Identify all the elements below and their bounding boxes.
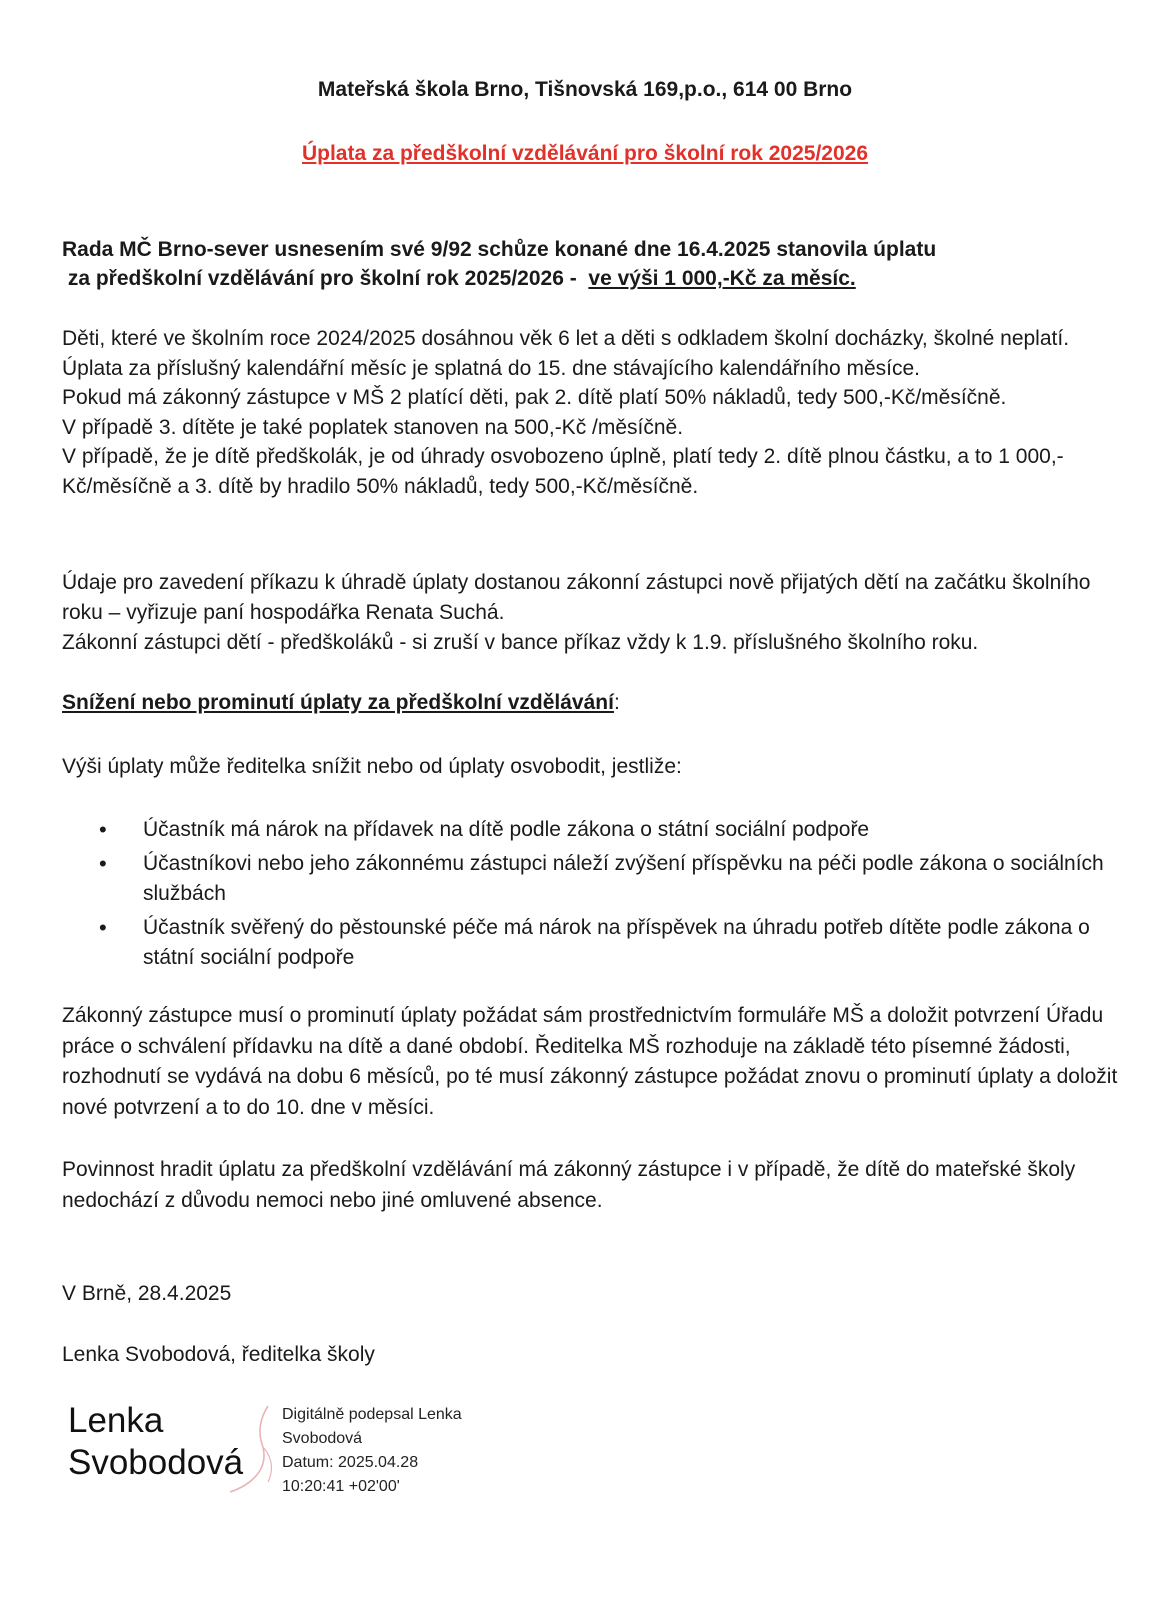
- lead-paragraph: [62, 235, 1122, 293]
- payment-order-info: Údaje pro zavedení příkazu k úhradě úplaty dostanou zákonní zástupci nově přijatých dětí na začátku školního roku – vyřizuje paní hospodářka Renata Suchá.: [62, 571, 1091, 624]
- list-item: • Účastník svěřený do pěstounské péče má nárok na příspěvek na úhradu potřeb dítěte podle zákona o státní sociální podpoře: [143, 913, 1122, 973]
- signature-info-line: Digitálně podepsal Lenka: [282, 1406, 462, 1423]
- fee-rules-paragraph: [62, 324, 1122, 501]
- list-item: • Účastník má nárok na přídavek na dítě podle zákona o státní sociální podpoře: [143, 815, 1122, 845]
- document-title: Úplata za předškolní vzdělávání pro školní rok 2025/2026: [301, 142, 869, 165]
- signature-name-first: Lenka: [68, 1401, 164, 1440]
- school-name: Mateřská škola Brno, Tišnovská 169,p.o., 614 00 Brno: [317, 78, 853, 101]
- signature-info-line: Svobodová: [282, 1430, 363, 1447]
- fee-amount: ve výši 1 000,-Kč za měsíc.: [588, 267, 856, 290]
- waiver-request-paragraph: Zákonný zástupce musí o prominutí úplaty požádat sám prostřednictvím formuláře MŠ a doložit potvrzení Úřadu práce o schválení přídavku na dítě a dané období. Ředitelka MŠ rozhoduje na základě této písemné žádosti, rozhodnutí se vydává na dobu 6 měsíců, po té musí zákonný zástupce požádat znovu o prominutí úplaty a doložit nové potvrzení a to do 10. dne v měsíci.: [62, 1004, 1118, 1119]
- section-heading-text: Snížení nebo prominutí úplaty za předškolní vzdělávání: [62, 691, 614, 714]
- document-date: V Brně, 28.4.2025: [62, 1282, 232, 1305]
- lead-prefix: za předškolní vzdělávání pro školní rok 2025/2026 -: [67, 267, 577, 290]
- signature-info-date: Datum: 2025.04.28: [282, 1454, 419, 1471]
- payment-obligation-paragraph: Povinnost hradit úplatu za předškolní vzdělávání má zákonný zástupce i v případě, že dítě do mateřské školy nedochází z důvodu nemoci nebo jiné omluvené absence.: [62, 1158, 1076, 1212]
- signature-name: [68, 1400, 243, 1484]
- lead-line-2: [62, 264, 1122, 293]
- rule-third-child: V případě 3. dítěte je také poplatek stanoven na 500,-Kč /měsíčně.: [62, 415, 684, 439]
- conditions-list: [62, 815, 1122, 977]
- rule-preschooler: V případě, že je dítě předškolák, je od úhrady osvobozeno úplně, platí tedy 2. dítě plnou částku, a to 1 000,-Kč/měsíčně a 3. dítě by hradilo 50% nákladů, tedy 500,-Kč/měsíčně.: [62, 445, 1064, 498]
- signature-name-last: Svobodová: [68, 1443, 244, 1482]
- payment-order-cancel: Zákonní zástupci dětí - předškoláků - si zruší v bance příkaz vždy k 1.9. příslušného školního roku.: [62, 631, 979, 654]
- rule-exemption: Děti, které ve školním roce 2024/2025 dosáhnou věk 6 let a děti s odkladem školní docházky, školné neplatí.: [62, 327, 1070, 350]
- section-heading: [62, 689, 1122, 716]
- digital-signature-info: [282, 1403, 462, 1499]
- signature-info-time: 10:20:41 +02'00': [282, 1478, 400, 1495]
- payment-order-paragraph: [62, 568, 1122, 658]
- signature-mark-icon: [224, 1402, 284, 1494]
- signer-name: Lenka Svobodová, ředitelka školy: [62, 1343, 375, 1366]
- list-item: • Účastníkovi nebo jeho zákonnému zástupci náleží zvýšení příspěvku na péči podle zákona o sociálních službách: [143, 849, 1122, 909]
- lead-line-1: Rada MČ Brno-sever usnesením své 9/92 schůze konané dne 16.4.2025 stanovila úplatu: [62, 238, 937, 261]
- section-intro: Výši úplaty může ředitelka snížit nebo od úplaty osvobodit, jestliže:: [62, 755, 682, 778]
- section-heading-colon: :: [613, 691, 620, 714]
- rule-second-child: Pokud má zákonný zástupce v MŠ 2 platící děti, pak 2. dítě platí 50% nákladů, tedy 500,-Kč/měsíčně.: [62, 386, 1007, 409]
- rule-due-date: Úplata za příslušný kalendářní měsíc je splatná do 15. dne stávajícího kalendářního měsíce.: [62, 356, 920, 380]
